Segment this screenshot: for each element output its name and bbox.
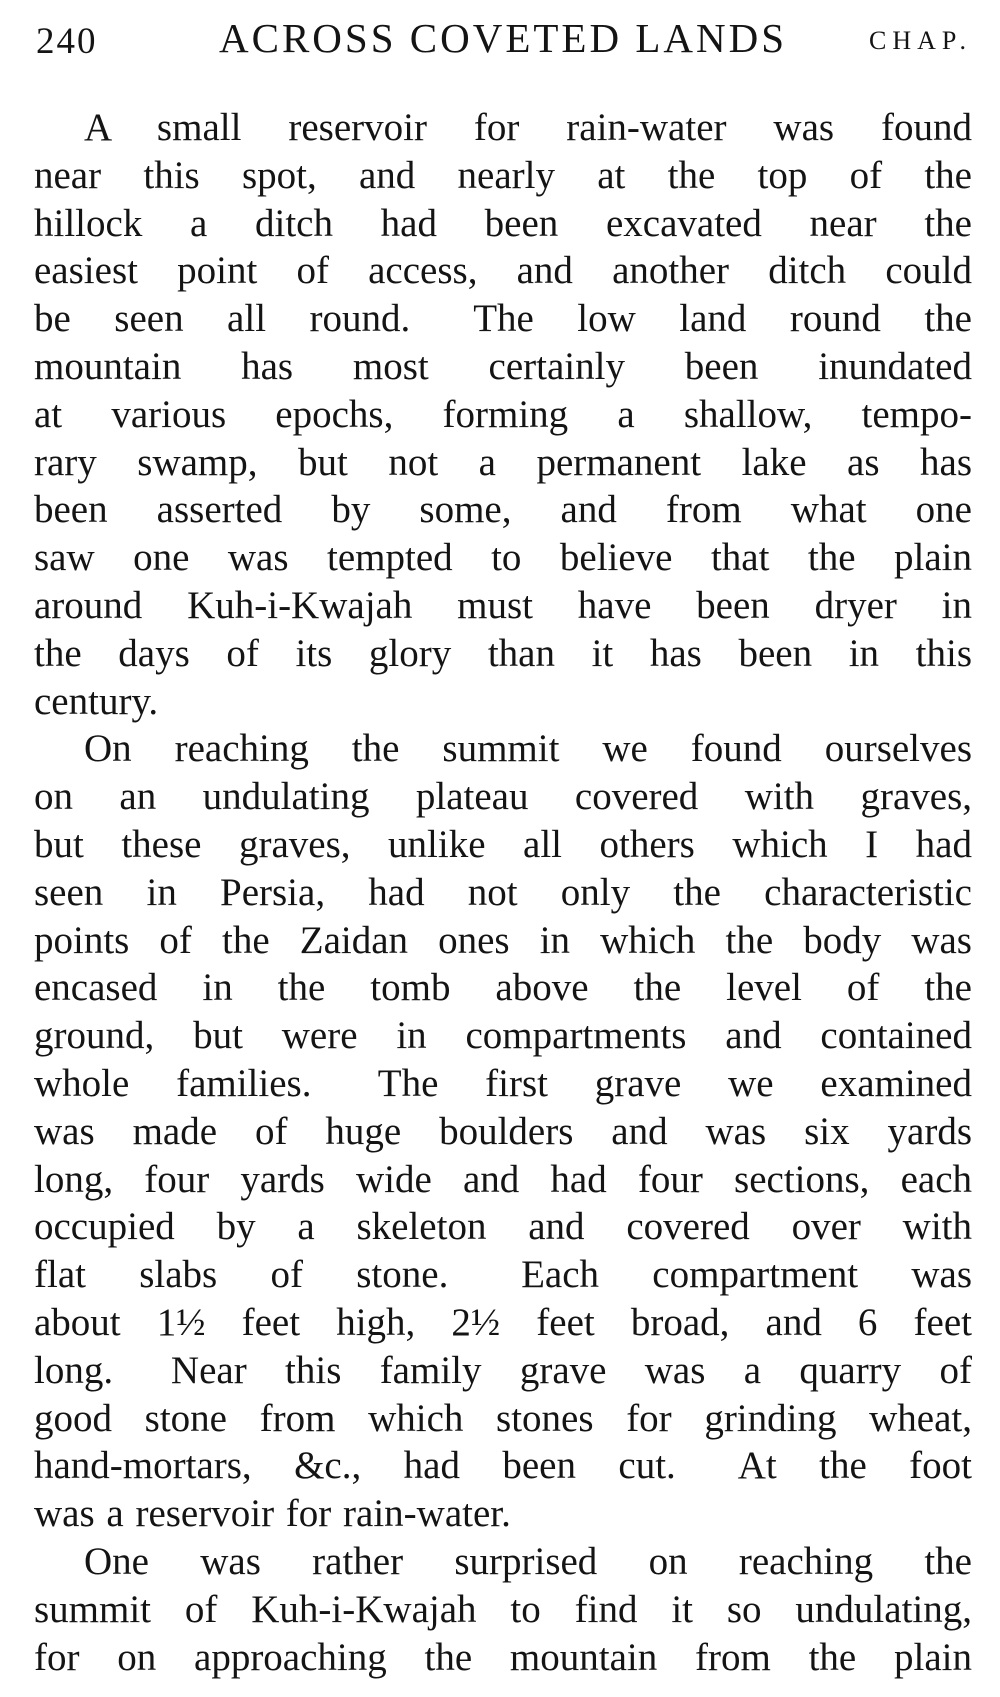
- running-header: [34, 14, 972, 60]
- text-line: hillock a ditch had been excavated near the: [34, 201, 972, 245]
- text-line: seen in Persia, had not only the characteristic: [34, 870, 972, 914]
- text-line: One was rather surprised on reaching the: [84, 1539, 972, 1583]
- text-line: was a reservoir for rain-water.: [34, 1492, 511, 1536]
- text-line: A small reservoir for rain-water was found: [84, 106, 972, 149]
- text-line: on an undulating plateau covered with graves,: [34, 775, 972, 819]
- text-line: encased in the tomb above the level of the: [34, 966, 972, 1010]
- text-line: mountain has most certainly been inundated: [34, 344, 972, 388]
- text-line: points of the Zaidan ones in which the body was: [34, 918, 972, 962]
- running-title: ACROSS COVETED LANDS: [219, 15, 787, 61]
- text-line: been asserted by some, and from what one: [34, 488, 972, 532]
- text-line: was made of huge boulders and was six yards: [34, 1109, 972, 1153]
- text-line: occupied by a skeleton and covered over with: [34, 1205, 972, 1249]
- text-line: On reaching the summit we found ourselves: [84, 727, 972, 771]
- text-line: the days of its glory than it has been in this: [34, 631, 972, 675]
- text-line: flat slabs of stone. Each compartment was: [34, 1253, 972, 1297]
- chapter-label: CHAP.: [869, 26, 972, 55]
- text-line: rary swamp, but not a permanent lake as has: [34, 440, 972, 484]
- text-line: easiest point of access, and another ditch could: [34, 249, 972, 293]
- text-line: long. Near this family grave was a quarry of: [34, 1348, 972, 1392]
- page-body: [34, 104, 972, 1681]
- text-line: saw one was tempted to believe that the plain: [34, 536, 972, 580]
- text-line: but these graves, unlike all others which I had: [34, 822, 972, 866]
- text-line: ground, but were in compartments and contained: [34, 1014, 972, 1058]
- text-line: good stone from which stones for grinding wheat,: [34, 1396, 972, 1440]
- text-line: whole families. The first grave we examined: [34, 1061, 972, 1105]
- text-line: at various epochs, forming a shallow, tempo-: [34, 392, 972, 436]
- page-number: 240: [36, 21, 98, 62]
- text-line: century.: [34, 679, 159, 723]
- text-line: around Kuh-i-Kwajah must have been dryer in: [34, 583, 972, 627]
- text-line: summit of Kuh-i-Kwajah to find it so undulating,: [34, 1587, 972, 1631]
- text-line: long, four yards wide and had four sections, each: [34, 1157, 972, 1201]
- text-line: about 1½ feet high, 2½ feet broad, and 6 feet: [34, 1300, 972, 1344]
- text-line: be seen all round. The low land round the: [34, 297, 972, 341]
- text-line: hand-mortars, &c., had been cut. At the foot: [34, 1444, 972, 1488]
- text-line: for on approaching the mountain from the plain: [34, 1635, 972, 1679]
- text-line: near this spot, and nearly at the top of the: [34, 153, 972, 197]
